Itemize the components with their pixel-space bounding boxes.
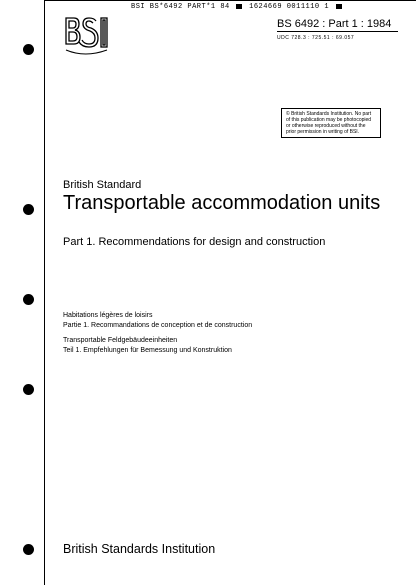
standard-number: BS 6492 : Part 1 : 1984: [277, 18, 392, 30]
header-code-part2: 1624669 0011110 1: [249, 3, 330, 11]
header-code: [131, 3, 344, 11]
part-title: Part 1. Recommendations for design and construction: [63, 236, 326, 248]
copyright-box: [281, 108, 381, 138]
bsi-logo: [63, 14, 111, 58]
logo-text: BSI: [63, 14, 65, 15]
binder-hole-icon: [23, 204, 34, 215]
square-mark-icon: [336, 4, 342, 9]
publisher-name: British Standards Institution: [63, 542, 216, 556]
binder-hole-icon: [23, 544, 34, 555]
page-frame-left: [44, 0, 45, 585]
binder-hole-icon: [23, 294, 34, 305]
copyright-line: of this publication may be photocopied: [286, 117, 372, 123]
page-frame-top: [44, 0, 416, 1]
binder-hole-icon: [23, 44, 34, 55]
french-title: Habitations légères de loisirs: [63, 312, 153, 319]
copyright-line: © British Standards Institution. No part: [286, 111, 372, 117]
square-mark-icon: [236, 4, 242, 9]
series-label: British Standard: [63, 179, 142, 191]
binder-hole-icon: [23, 384, 34, 395]
divider: [277, 31, 398, 32]
german-title: Transportable Feldgebäudeeinheiten: [63, 337, 178, 344]
copyright-line: or otherwise reproduced without the: [286, 123, 366, 129]
copyright-line: prior permission in writing of BSI.: [286, 129, 360, 135]
udc-reference: UDC 728.3 : 725.51 : 69.057: [277, 35, 355, 41]
french-part: Partie 1. Recommandations de conception et de construction: [63, 322, 253, 329]
german-part: Teil 1. Empfehlungen für Bemessung und Konstruktion: [63, 347, 232, 354]
document-title: Transportable accommodation units: [63, 192, 381, 214]
header-code-part1: BSI BS*6492 PART*1 84: [131, 3, 230, 11]
